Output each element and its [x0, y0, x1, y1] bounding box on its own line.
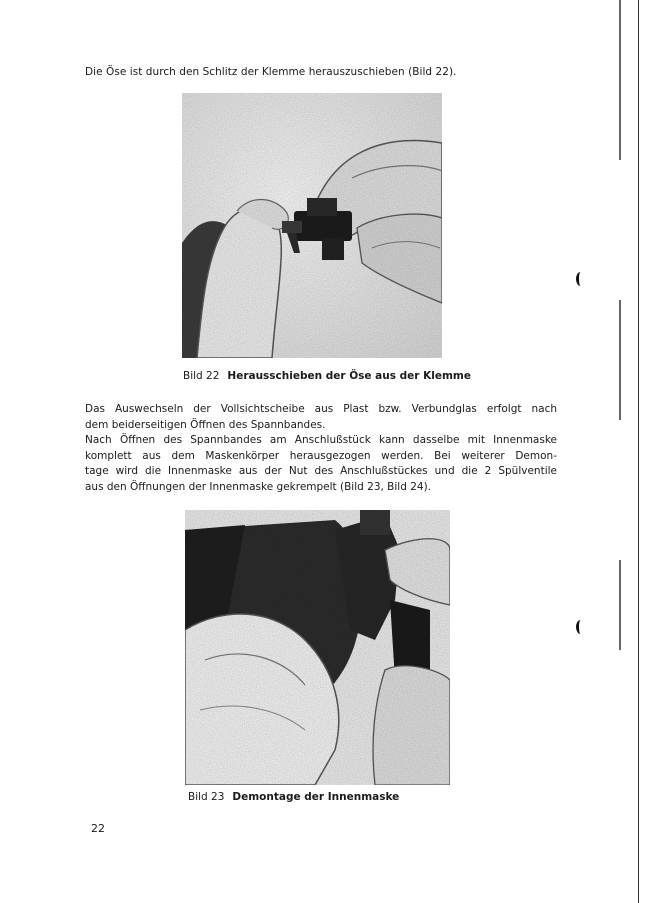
- figure-23-title: Demontage der Innenmaske: [232, 791, 400, 803]
- scan-edge-speck: [619, 0, 621, 160]
- intro-line: Die Öse ist durch den Schlitz der Klemme herauszuschieben (Bild 22).: [85, 66, 457, 78]
- paragraph-line: tage wird die Innenmaske aus der Nut des Anschlußstückes und die 2 Spülventile: [85, 465, 557, 477]
- paragraph-line: Nach Öffnen des Spannbandes am Anschlußstück kann dasselbe mit Innenmaske: [85, 434, 557, 446]
- scan-edge-line: [638, 0, 639, 903]
- paragraph-line: komplett aus dem Maskenkörper herausgezogen werden. Bei weiterer Demon-: [85, 449, 557, 462]
- page-number: 22: [91, 822, 105, 835]
- figure-23-photo: [185, 510, 450, 785]
- scan-edge-mark: [576, 620, 585, 634]
- figure-22-number: Bild 22: [183, 370, 220, 382]
- figure-23-number: Bild 23: [188, 791, 225, 803]
- figure-23-caption: [188, 791, 399, 803]
- paragraph-line: aus den Öffnungen der Innenmaske gekrempelt (Bild 23, Bild 24).: [85, 480, 432, 493]
- scan-edge-speck: [619, 560, 621, 650]
- paragraph-line: Das Auswechseln der Vollsichtscheibe aus Plast bzw. Verbundglas erfolgt nach: [85, 403, 557, 415]
- body-paragraph: [85, 402, 557, 495]
- scan-edge-speck: [619, 300, 621, 420]
- paragraph-line: dem beiderseitigen Öffnen des Spannbandes.: [85, 418, 326, 431]
- figure-22-title: Herausschieben der Öse aus der Klemme: [227, 370, 471, 382]
- figure-22-photo: [182, 93, 442, 358]
- figure-22-caption: [183, 370, 471, 382]
- scan-edge-mark: [576, 272, 585, 286]
